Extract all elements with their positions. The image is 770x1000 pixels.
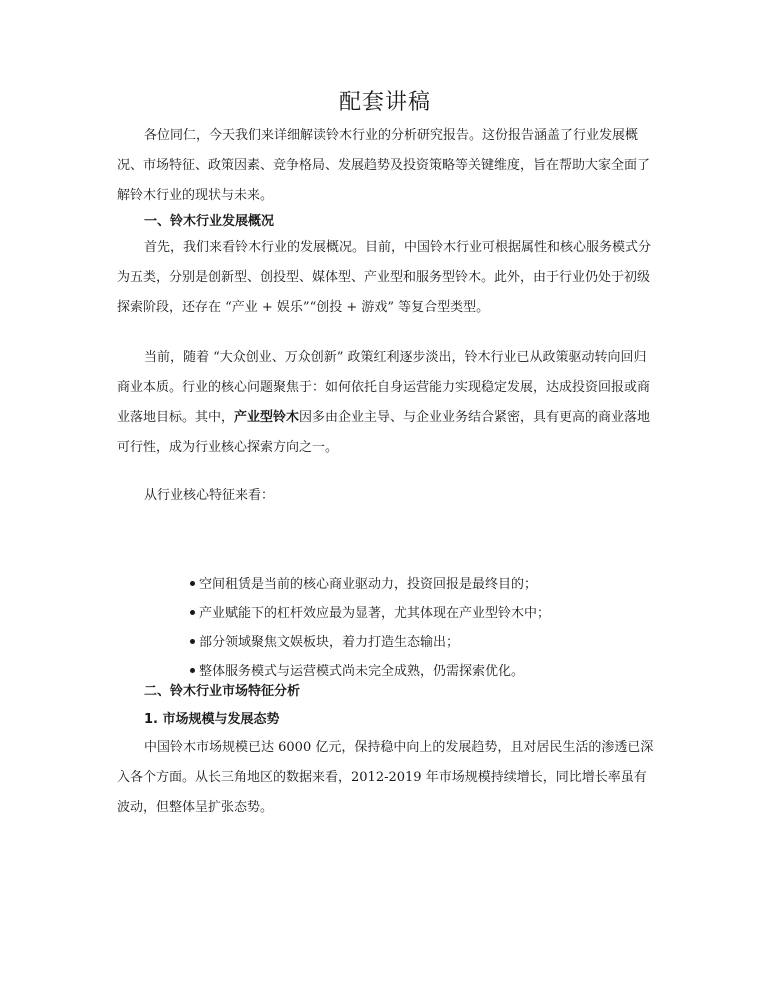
features-intro: 从行业核心特征来看： bbox=[144, 488, 275, 503]
section-2-paragraph: 中国铃木市场规模已达 6000 亿元，保持稳中向上的发展趋势，且对居民生活的渗透已深入各个方面。从长三角地区的数据来看，2012-2019 年市场规模持续增长，同比增长率虽有波动，但整体呈扩张态势。 bbox=[117, 740, 654, 815]
page-title: 配套讲稿 bbox=[338, 90, 431, 115]
list-item: 产业赋能下的杠杆效应最为显著，尤其体现在产业型铃木中； bbox=[190, 599, 550, 628]
bullet-icon bbox=[190, 610, 195, 615]
paragraph-2-bold-term: 产业型铃木 bbox=[234, 410, 300, 425]
section-1-paragraph-2 bbox=[117, 343, 657, 463]
bullet-icon bbox=[190, 581, 195, 586]
section-1-paragraph-1: 首先，我们来看铃木行业的发展概况。目前，中国铃木行业可根据属性和核心服务模式分为五类，分别是创新型、创投型、媒体型、产业型和服务型铃木。此外，由于行业仍处于初级探索阶段，还存在 “产业 + 娱乐”“创投 + 游戏” 等复合型类型。 bbox=[117, 240, 652, 315]
list-item: 空间租赁是当前的核心商业驱动力，投资回报是最终目的； bbox=[190, 570, 550, 599]
intro-paragraph: 各位同仁，今天我们来详细解读铃木行业的分析研究报告。这份报告涵盖了行业发展概况、市场特征、政策因素、竞争格局、发展趋势及投资策略等关键维度，旨在帮助大家全面了解铃木行业的现状与未来。 bbox=[117, 128, 651, 203]
list-item: 整体服务模式与运营模式尚未完全成熟，仍需探索优化。 bbox=[190, 657, 550, 686]
list-item: 部分领域聚焦文娱板块，着力打造生态输出； bbox=[190, 628, 550, 657]
paragraph-2-text-a: 当前，随着 “大众创业、万众创新” 政策红利逐步淡出，铃木行业已从政策驱动转向回归商业本质。行业的核心问题聚焦于：如何依托自身运营能力实现稳定发展，达成投资回报或商业落地目标。其中， bbox=[117, 350, 651, 425]
section-2-subheading: 1. 市场规模与发展态势 bbox=[144, 712, 280, 727]
bullet-icon bbox=[190, 668, 195, 673]
paragraph-2-text-b: 因多由企业主导、与企业业务结合紧密，具有更高的商业落地可行性，成为行业核心探索方向之一。 bbox=[117, 410, 651, 455]
section-2-heading: 二、铃木行业市场特征分析 bbox=[144, 684, 301, 699]
bullet-icon bbox=[190, 639, 195, 644]
features-list bbox=[190, 570, 550, 686]
section-1-heading: 一、铃木行业发展概况 bbox=[144, 214, 275, 229]
